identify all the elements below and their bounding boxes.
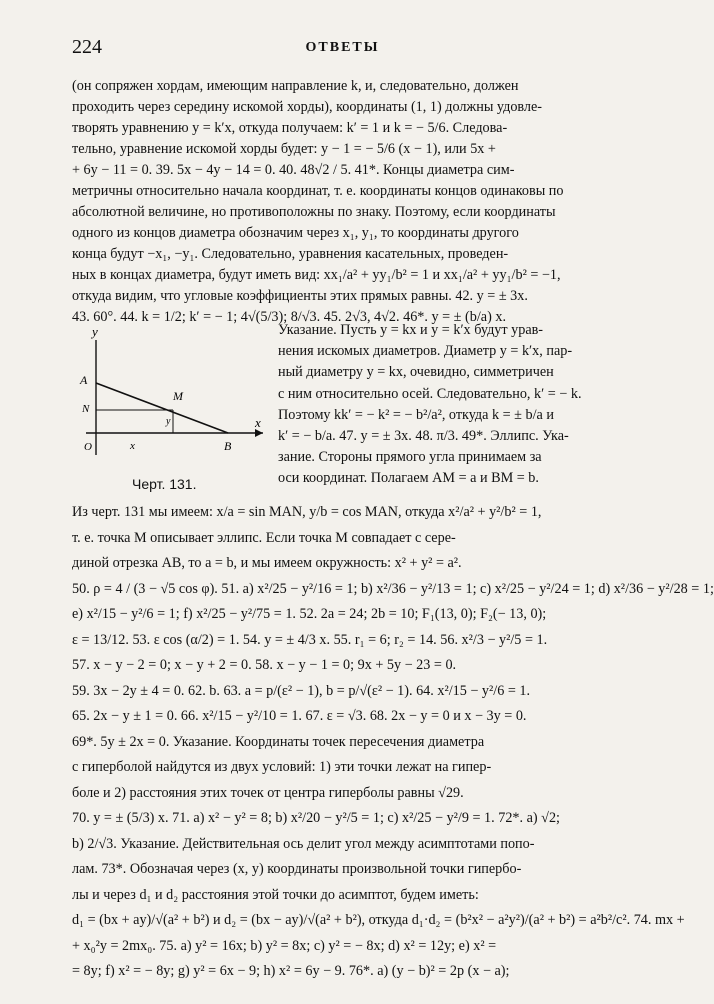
text-line: 57. x − y − 2 = 0; x − y + 2 = 0. 58. x − y − 1 = 0; 9x + 5y − 23 = 0. <box>72 657 457 673</box>
page-title: ОТВЕТЫ <box>305 40 380 55</box>
text-line: зание. Стороны прямого угла принимаем за <box>278 449 542 466</box>
text-line: диной отрезка AB, то a = b, и мы имеем окружность: x² + y² = a². <box>72 555 462 571</box>
text-line: k′ = − b/a. 47. y = ± 3x. 48. π/3. 49*. Эллипс. Ука- <box>278 428 569 445</box>
text-line: тельно, уравнение искомой хорды будет: y − 1 = − 5/6 (x − 1), или 5x + <box>72 141 496 157</box>
figure-label-y: y <box>92 324 98 339</box>
text-line: оси координат. Полагаем AM = a и BM = b. <box>278 470 539 487</box>
text-line: творять уравнению y = k′x, откуда получаем: k′ = 1 и k = − 5/6. Следова- <box>72 120 508 136</box>
text-line: с ним относительно осей. Следовательно, k′ = − k. <box>278 385 582 402</box>
text-line: абсолютной величине, но противоположны по знаку. Поэтому, если координаты <box>72 204 556 220</box>
text-line: d₁ = (bx + ay)/√(a² + b²) и d₂ = (bx − ay)/√(a² + b²), откуда d₁·d₂ = (b²x² − a²y²)/(a² + b²) = a²b²/c². 74. mx + <box>72 912 685 928</box>
figure-label-x: x <box>255 415 261 430</box>
text-line: 69*. 5y ± 2x = 0. Указание. Координаты точек пересечения диаметра <box>72 733 485 750</box>
text-line: b) 2/√3. Указание. Действительная ось делит угол между асимптотами попо- <box>72 835 535 852</box>
figure-label-n: N <box>82 403 90 415</box>
text-line: 50. ρ = 4 / (3 − √5 cos φ). 51. a) x²/25 − y²/16 = 1; b) x²/36 − y²/13 = 1; c) x²/25 − y²/24 = 1; d) x²/36 − y²/28 = 1; <box>72 580 714 597</box>
figure-label-o: O <box>84 441 92 453</box>
text-line: + x₀²y = 2mx₀. 75. a) y² = 16x; b) y² = 8x; c) y² = − 8x; d) x² = 12y; e) x² = <box>72 937 497 954</box>
text-line: нения искомых диаметров. Диаметр y = k′x, пар- <box>278 343 573 360</box>
side-text <box>278 320 648 490</box>
text-line: лам. 73*. Обозначая через (x, y) координаты произвольной точки гипербо- <box>72 861 522 877</box>
figure-label-segment-x: x <box>130 440 135 452</box>
page-number: 224 <box>72 36 102 58</box>
text-line: ный диаметру y = kx, очевидно, симметричен <box>278 364 554 381</box>
text-line: конца будут −x₁, −y₁. Следовательно, уравнения касательных, проведен- <box>72 246 509 262</box>
text-line: Поэтому kk′ = − k² = − b²/a², откуда k = ± b/a и <box>278 406 554 423</box>
text-line: проходить через середину искомой хорды), координаты (1, 1) должны удовле- <box>72 99 543 115</box>
text-line: с гиперболой найдутся из двух условий: 1) эти точки лежат на гипер- <box>72 759 492 775</box>
text-line: метричны относительно начала координат, т. е. координаты концов одинаковы по <box>72 183 564 199</box>
figure-caption: Черт. 131. <box>132 476 197 492</box>
text-line: 43. 60°. 44. k = 1/2; k′ = − 1; 4√(5/3); 8/√3. 45. 2√3, 4√2. 46*. y = ± (b/a) x. <box>72 309 506 325</box>
figure-label-m: M <box>173 389 183 403</box>
text-line: т. е. точка M описывает эллипс. Если точка M совпадает с сере- <box>72 529 456 546</box>
text-line: ε = 13/12. 53. ε cos (α/2) = 1. 54. y = ± 4/3 x. 55. r₁ = 6; r₂ = 14. 56. x²/3 − y²/5 = 1. <box>72 631 548 648</box>
answers-block-top <box>72 76 648 328</box>
text-line: одного из концов диаметра обозначим через x₁, y₁, то координаты другого <box>72 225 519 241</box>
text-line: ных в концах диаметра, будут иметь вид: xx₁/a² + yy₁/b² = 1 и xx₁/a² + yy₁/b² = −1, <box>72 267 561 283</box>
figure-131 <box>78 320 268 480</box>
text-line: = 8y; f) x² = − 8y; g) y² = 6x − 9; h) x² = 6y − 9. 76*. a) (y − b)² = 2p (x − a); <box>72 963 510 979</box>
text-line: (он сопряжен хордам, имеющим направление k, и, следовательно, должен <box>72 78 519 94</box>
text-line: + 6y − 11 = 0. 39. 5x − 4y − 14 = 0. 40. 48√2 / 5. 41*. Концы диаметра сим- <box>72 162 515 178</box>
figure-label-segment-y: y <box>166 416 171 427</box>
text-line: Указание. Пусть y = kx и y = k′x будут урав- <box>278 322 544 338</box>
text-line: 70. y = ± (5/3) x. 71. a) x² − y² = 8; b) x²/20 − y²/5 = 1; c) x²/25 − y²/9 = 1. 72*. a) √2; <box>72 810 561 826</box>
text-line: e) x²/15 − y²/6 = 1; f) x²/25 − y²/75 = 1. 52. 2a = 24; 2b = 10; F₁(13, 0); F₂(− 13, 0); <box>72 606 547 622</box>
figure-label-a: A <box>80 373 88 387</box>
text-line: 65. 2x − y ± 1 = 0. 66. x²/15 − y²/10 = 1. 67. ε = √3. 68. 2x − y = 0 и x − 3y = 0. <box>72 708 527 724</box>
text-line: боле и 2) расстояния этих точек от центра гиперболы равны √29. <box>72 784 464 801</box>
text-line: лы и через d₁ и d₂ расстояния этой точки до асимптот, будем иметь: <box>72 886 479 903</box>
figure-label-b: B <box>224 439 232 453</box>
text-line: Из черт. 131 мы имеем: x/a = sin MAN, y/b = cos MAN, откуда x²/a² + y²/b² = 1, <box>72 504 542 520</box>
text-line: откуда видим, что угловые коэффициенты этих прямых равны. 42. y = ± 3x. <box>72 288 528 304</box>
answers-block-bottom <box>72 500 714 985</box>
text-line: 59. 3x − 2y ± 4 = 0. 62. b. 63. a = p/(ε² − 1), b = p/√(ε² − 1). 64. x²/15 − y²/6 = 1. <box>72 682 531 699</box>
